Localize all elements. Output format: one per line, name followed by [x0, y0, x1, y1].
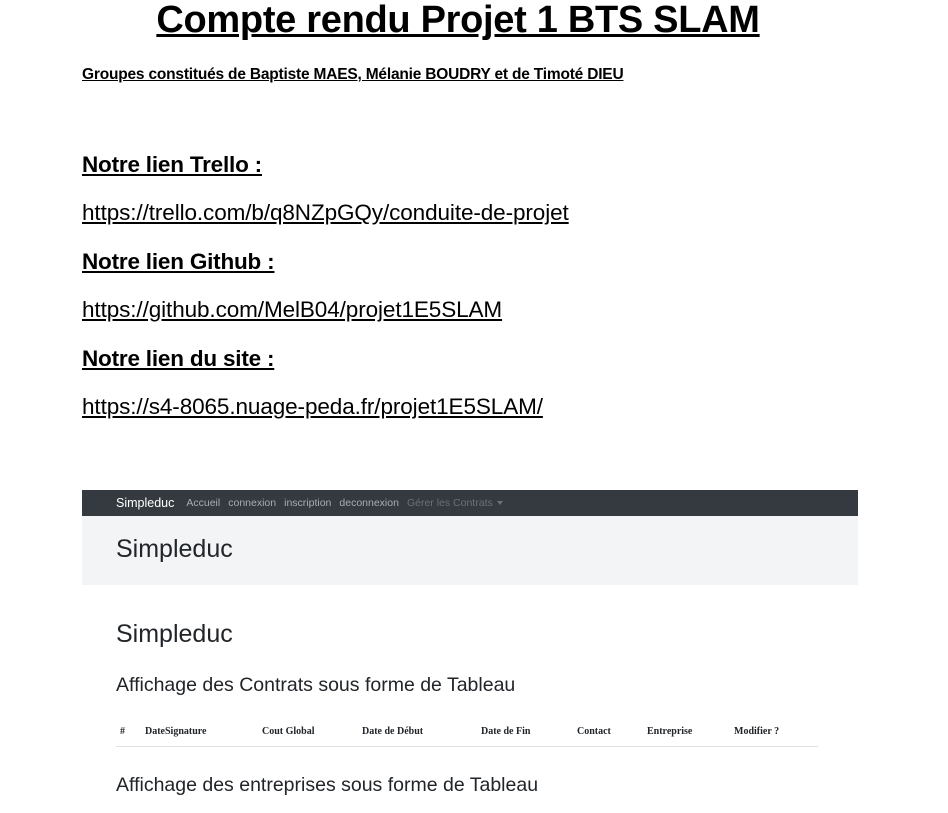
- nav-dropdown-label: Gérer les Contrats: [406, 497, 493, 509]
- contracts-heading: Affichage des Contrats sous forme de Tableau: [116, 674, 516, 696]
- website-screenshot: [82, 490, 858, 813]
- th-date-signature: DateSignature: [145, 726, 207, 737]
- trello-link[interactable]: https://trello.com/b/q8NZpGQy/conduite-de-projet: [82, 200, 569, 225]
- nav-link-inscription[interactable]: inscription: [284, 497, 332, 509]
- jumbotron-title: Simpleduc: [116, 535, 233, 563]
- th-contact: Contact: [577, 726, 611, 737]
- site-navbar: [82, 490, 858, 516]
- jumbotron: [82, 516, 858, 585]
- page-title: Simpleduc: [116, 620, 233, 648]
- th-date-fin: Date de Fin: [481, 726, 531, 737]
- nav-link-deconnexion[interactable]: deconnexion: [339, 497, 399, 509]
- site-heading: Notre lien du site :: [82, 346, 275, 371]
- th-modifier: Modifier ?: [734, 726, 780, 737]
- site-link[interactable]: https://s4-8065.nuage-peda.fr/projet1E5SLAM/: [82, 394, 543, 419]
- companies-heading: Affichage des entreprises sous forme de Tableau: [116, 774, 539, 796]
- navbar-brand[interactable]: Simpleduc: [116, 496, 175, 510]
- document-title: Compte rendu Projet 1 BTS SLAM: [156, 0, 760, 41]
- th-entreprise: Entreprise: [647, 726, 693, 737]
- github-link[interactable]: https://github.com/MelB04/projet1E5SLAM: [82, 297, 503, 322]
- group-members: Groupes constitués de Baptiste MAES, Mélanie BOUDRY et de Timoté DIEU: [82, 66, 624, 83]
- th-index: #: [120, 726, 125, 737]
- caret-down-icon: [497, 501, 503, 505]
- trello-heading: Notre lien Trello :: [82, 152, 262, 177]
- nav-dropdown-contrats[interactable]: [407, 497, 503, 509]
- nav-link-connexion[interactable]: connexion: [228, 497, 277, 509]
- contracts-table-header: [116, 726, 818, 747]
- nav-link-accueil[interactable]: Accueil: [186, 497, 221, 509]
- th-date-debut: Date de Début: [362, 726, 424, 737]
- th-cout-global: Cout Global: [262, 726, 315, 737]
- github-heading: Notre lien Github :: [82, 249, 275, 274]
